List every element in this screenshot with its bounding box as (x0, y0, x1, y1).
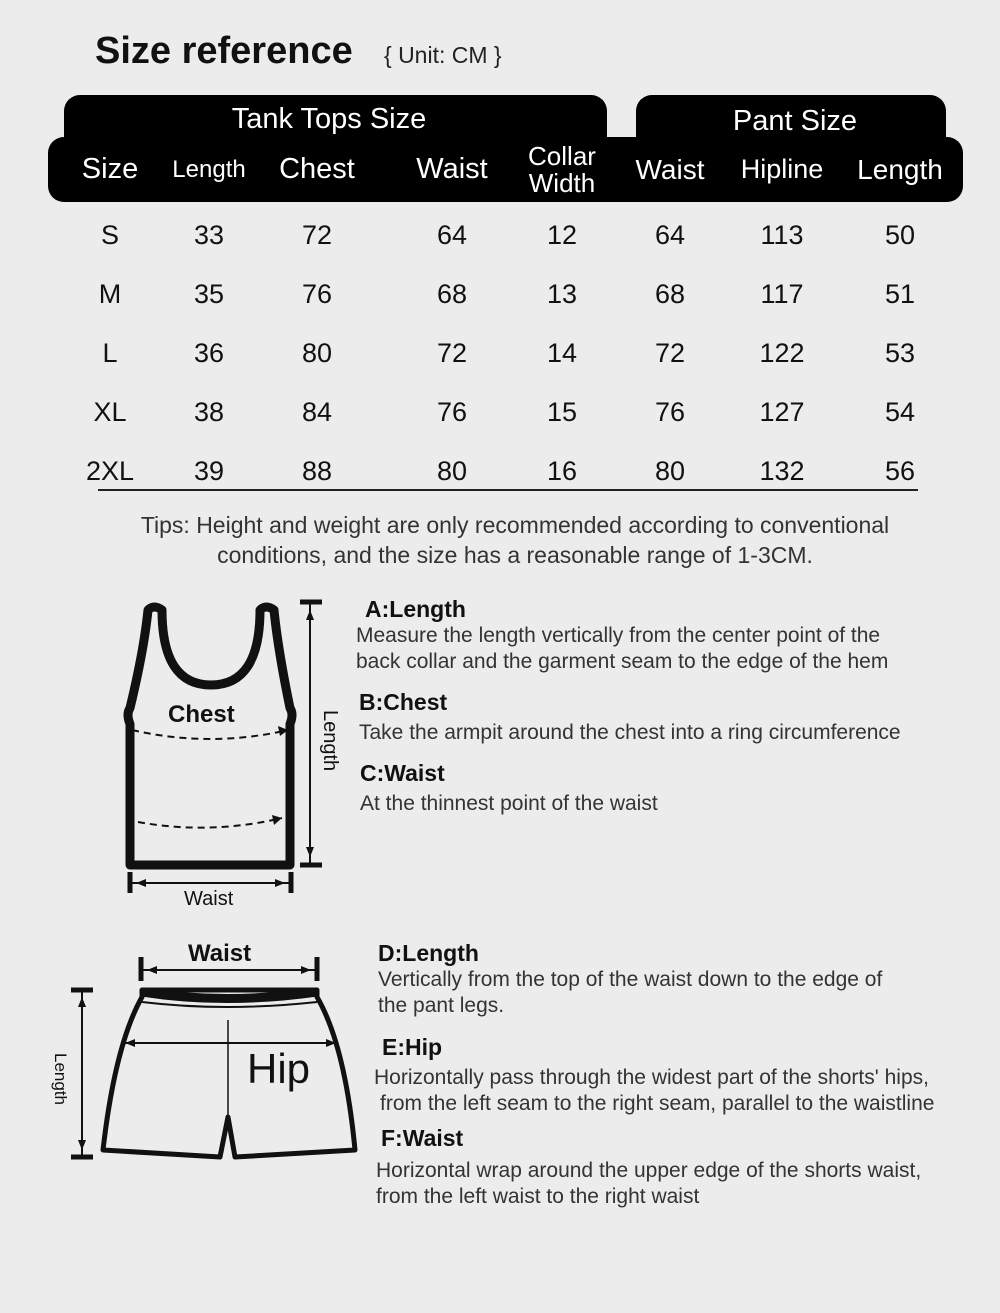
table-cell-pant-length: 53 (884, 338, 916, 368)
shorts-figure (45, 935, 375, 1175)
tank-top-figure (110, 590, 360, 910)
table-cell-length: 33 (193, 220, 225, 250)
table-cell-waist: 64 (436, 220, 468, 250)
col-header-hipline: Hipline (740, 154, 824, 184)
tank-length-label: Length (319, 710, 341, 772)
table-cell-waist: 76 (436, 397, 468, 427)
pant-measure-d (378, 940, 988, 1019)
table-cell-size: S (100, 220, 119, 250)
tips-line-2: conditions, and the size has a reasonable range of 1-3CM. (217, 542, 813, 568)
table-cell-length: 38 (193, 397, 225, 427)
tank-tops-group-label: Tank Tops Size (231, 103, 427, 135)
table-cell-collar-width: 12 (546, 220, 578, 250)
pant-group-label: Pant Size (732, 105, 858, 137)
tank-measure-c (360, 760, 980, 817)
table-cell-waist: 68 (436, 279, 468, 309)
tips-line-1: Tips: Height and weight are only recommended according to conventional (140, 512, 890, 538)
page-title: Size reference (95, 30, 353, 72)
chest-label: Chest (168, 701, 235, 728)
table-cell-pant-waist: 72 (654, 338, 686, 368)
col-header-pant-waist: Waist (635, 154, 705, 185)
table-cell-waist: 72 (436, 338, 468, 368)
table-cell-hipline: 127 (759, 397, 805, 427)
table-cell-size: XL (93, 397, 127, 427)
tank-measure-a (356, 596, 980, 675)
table-cell-chest: 76 (301, 279, 333, 309)
tips-text (100, 510, 930, 570)
table-cell-collar-width: 14 (546, 338, 578, 368)
chest-dashed-line (132, 730, 288, 739)
table-cell-chest: 80 (301, 338, 333, 368)
measure-b-heading: B:Chest (359, 689, 448, 715)
tank-measure-b (359, 689, 979, 746)
measure-e-line-2: from the left seam to the right seam, parallel to the waistline (380, 1092, 935, 1115)
measure-b-line-1: Take the armpit around the chest into a ring circumference (359, 721, 901, 744)
table-cell-chest: 72 (301, 220, 333, 250)
table-cell-length: 39 (193, 456, 225, 486)
measure-a-heading: A:Length (365, 596, 466, 622)
waist-dashed-line (138, 818, 282, 828)
measure-e-heading: E:Hip (382, 1034, 443, 1060)
tank-top-outline (128, 607, 292, 865)
table-cell-collar-width: 16 (546, 456, 578, 486)
table-cell-hipline: 117 (760, 279, 804, 309)
table-cell-size: 2XL (85, 456, 135, 486)
table-cell-pant-waist: 80 (654, 456, 686, 486)
unit-note: { Unit: CM } (384, 42, 502, 68)
tank-waist-label: Waist (184, 888, 234, 910)
col-header-chest: Chest (279, 153, 355, 185)
table-cell-hipline: 113 (760, 220, 804, 250)
table-cell-pant-length: 54 (884, 397, 916, 427)
table-cell-chest: 84 (301, 397, 333, 427)
table-cell-size: L (102, 338, 118, 368)
table-cell-collar-width: 15 (546, 397, 578, 427)
measure-f-line-2: from the left waist to the right waist (376, 1185, 700, 1208)
table-cell-pant-length: 56 (884, 456, 916, 486)
measure-a-line-1: Measure the length vertically from the center point of the (356, 624, 881, 647)
measure-c-heading: C:Waist (360, 760, 445, 786)
shorts-outline (103, 990, 355, 1157)
measure-d-heading: D:Length (378, 940, 479, 966)
table-cell-waist: 80 (436, 456, 468, 486)
measure-a-line-2: back collar and the garment seam to the edge of the hem (356, 650, 889, 673)
table-cell-pant-length: 51 (884, 279, 916, 309)
measure-f-heading: F:Waist (381, 1125, 464, 1151)
col-header-pant-length: Length (857, 154, 943, 185)
shorts-waist-label: Waist (188, 940, 252, 967)
table-cell-pant-waist: 76 (654, 397, 686, 427)
hip-label: Hip (247, 1045, 311, 1092)
column-header-row (48, 137, 963, 202)
shorts-length-label: Length (51, 1053, 70, 1105)
measure-d-line-2: the pant legs. (378, 994, 505, 1017)
col-header-collar-width: Collar Width (528, 141, 596, 198)
measure-d-line-1: Vertically from the top of the waist down to the edge of (378, 968, 883, 991)
measure-c-line-1: At the thinnest point of the waist (360, 792, 658, 815)
table-cell-pant-length: 50 (884, 220, 916, 250)
table-cell-chest: 88 (301, 456, 333, 486)
measure-e-line-1: Horizontally pass through the widest part of the shorts' hips, (374, 1066, 929, 1089)
table-cell-collar-width: 13 (546, 279, 578, 309)
table-cell-pant-waist: 68 (654, 279, 686, 309)
pant-measure-f (376, 1125, 986, 1210)
table-cell-hipline: 132 (759, 456, 805, 486)
table-bottom-rule (98, 489, 918, 491)
table-cell-pant-waist: 64 (654, 220, 686, 250)
table-cell-length: 35 (193, 279, 225, 309)
table-cell-hipline: 122 (759, 338, 805, 368)
table-cell-size: M (98, 279, 122, 309)
col-header-waist: Waist (416, 153, 488, 185)
table-cell-length: 36 (193, 338, 225, 368)
pant-measure-e (374, 1034, 994, 1117)
col-header-size: Size (81, 153, 139, 185)
col-header-length: Length (172, 156, 246, 183)
measure-f-line-1: Horizontal wrap around the upper edge of the shorts waist, (376, 1159, 922, 1182)
